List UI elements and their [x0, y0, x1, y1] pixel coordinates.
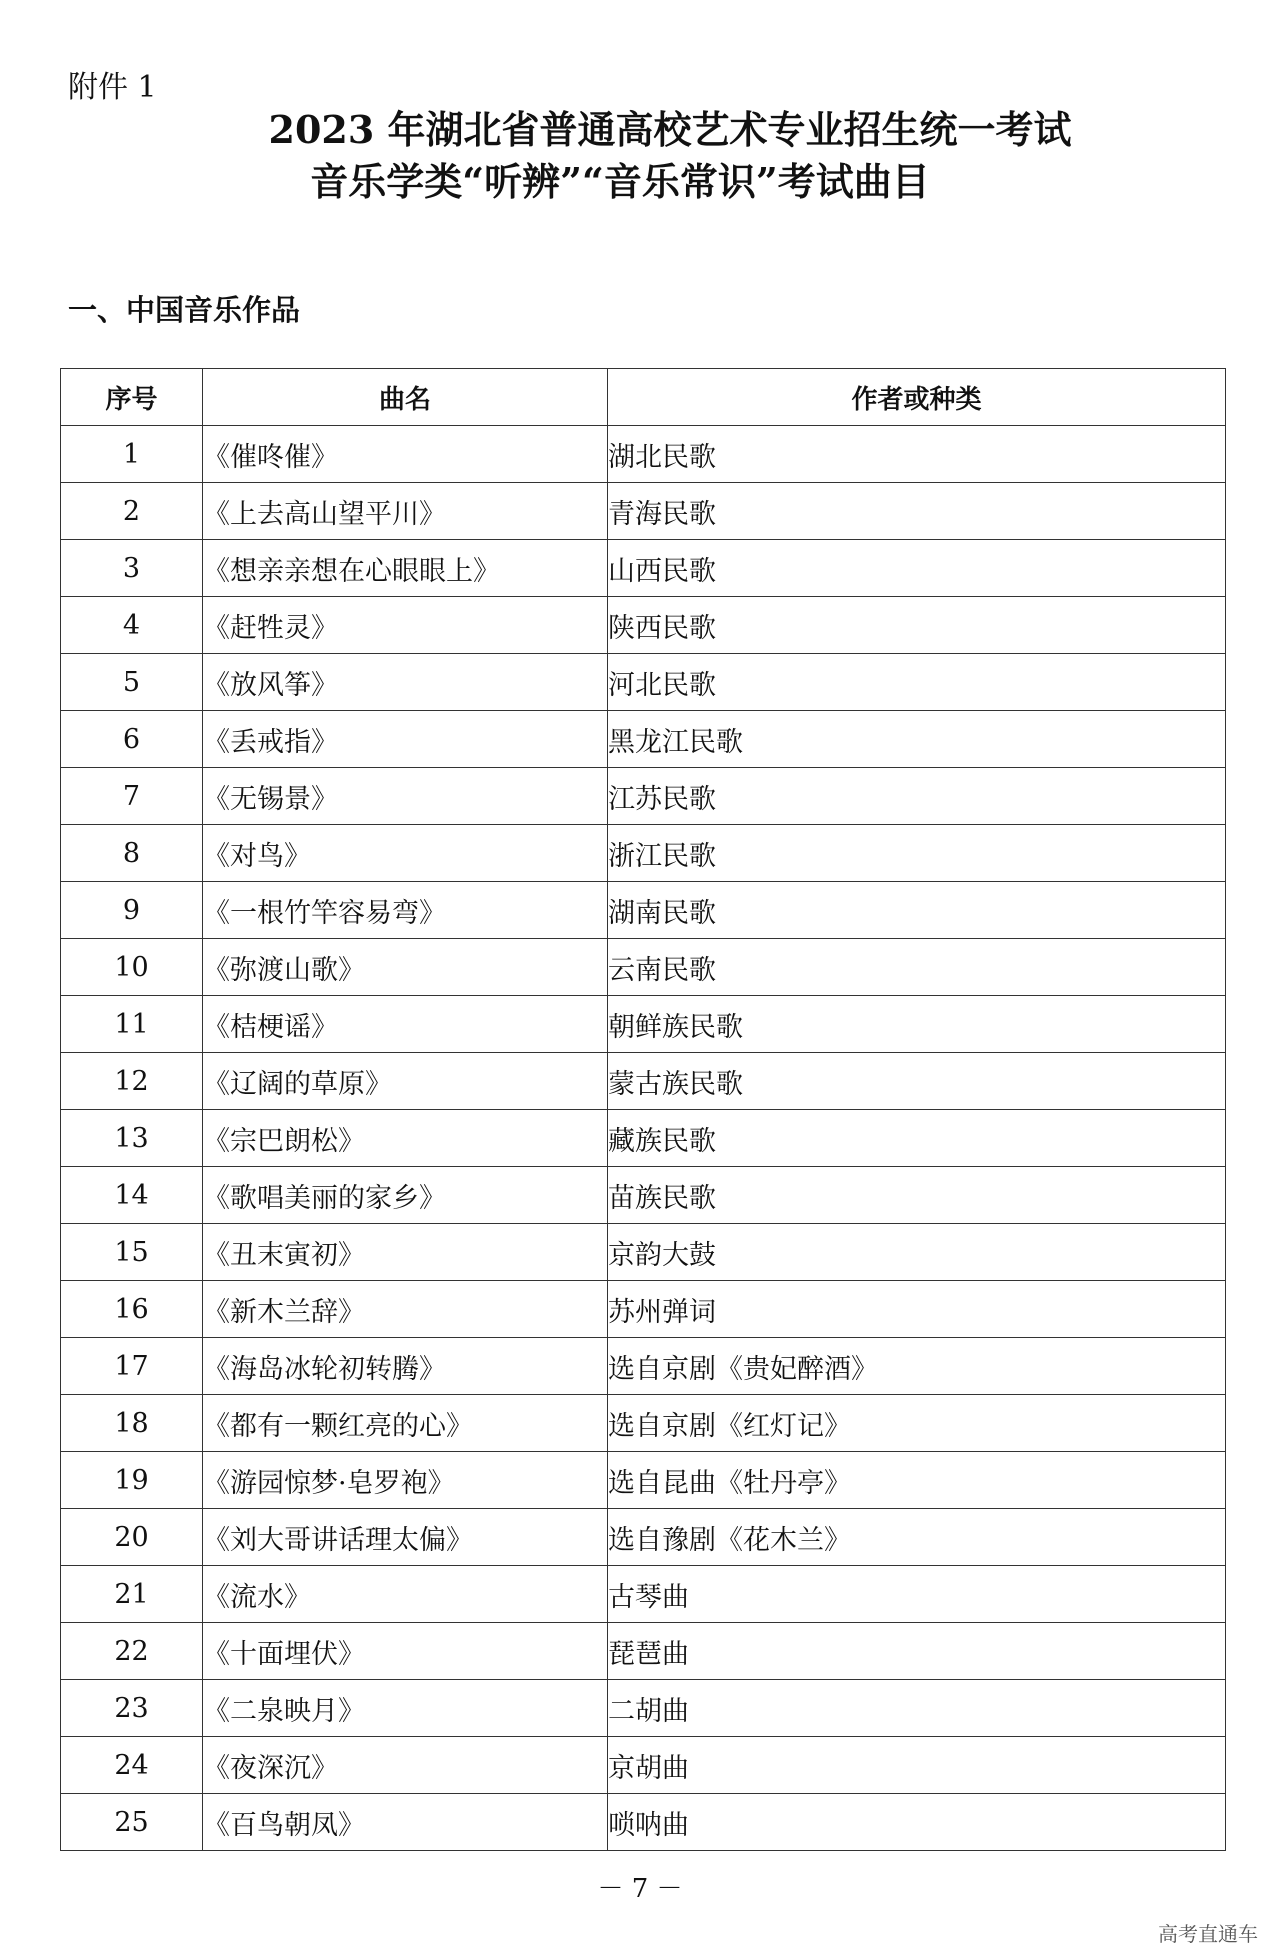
song-title: 《宗巴朗松》 [203, 1110, 608, 1167]
author-or-type: 选自豫剧《花木兰》 [608, 1509, 1226, 1566]
song-title: 《丑末寅初》 [203, 1224, 608, 1281]
section-heading: 一、中国音乐作品 [68, 293, 301, 327]
table-row [61, 597, 1226, 654]
row-number: 7 [61, 768, 203, 825]
table-row [61, 825, 1226, 882]
table-row [61, 1110, 1226, 1167]
row-number: 23 [61, 1680, 203, 1737]
song-title: 《夜深沉》 [203, 1737, 608, 1794]
author-or-type: 唢呐曲 [608, 1794, 1226, 1851]
song-title: 《都有一颗红亮的心》 [203, 1395, 608, 1452]
row-number: 10 [61, 939, 203, 996]
table-row [61, 939, 1226, 996]
row-number: 24 [61, 1737, 203, 1794]
author-or-type: 选自昆曲《牡丹亭》 [608, 1452, 1226, 1509]
author-or-type: 苗族民歌 [608, 1167, 1226, 1224]
row-number: 16 [61, 1281, 203, 1338]
table-row [61, 1737, 1226, 1794]
song-title: 《游园惊梦·皂罗袍》 [203, 1452, 608, 1509]
song-title: 《弥渡山歌》 [203, 939, 608, 996]
song-title: 《想亲亲想在心眼眼上》 [203, 540, 608, 597]
table-body [61, 426, 1226, 1851]
row-number: 11 [61, 996, 203, 1053]
table-row [61, 711, 1226, 768]
author-or-type: 河北民歌 [608, 654, 1226, 711]
header-title: 曲名 [203, 369, 608, 426]
song-title: 《歌唱美丽的家乡》 [203, 1167, 608, 1224]
table-row [61, 1794, 1226, 1851]
document-title [0, 104, 1280, 208]
author-or-type: 朝鲜族民歌 [608, 996, 1226, 1053]
row-number: 21 [61, 1566, 203, 1623]
table-row [61, 540, 1226, 597]
song-title: 《丢戒指》 [203, 711, 608, 768]
song-title: 《对鸟》 [203, 825, 608, 882]
author-or-type: 选自京剧《贵妃醉酒》 [608, 1338, 1226, 1395]
song-title: 《流水》 [203, 1566, 608, 1623]
row-number: 8 [61, 825, 203, 882]
table-row [61, 1053, 1226, 1110]
song-title: 《新木兰辞》 [203, 1281, 608, 1338]
row-number: 12 [61, 1053, 203, 1110]
row-number: 25 [61, 1794, 203, 1851]
author-or-type: 江苏民歌 [608, 768, 1226, 825]
row-number: 22 [61, 1623, 203, 1680]
author-or-type: 选自京剧《红灯记》 [608, 1395, 1226, 1452]
song-title: 《催咚催》 [203, 426, 608, 483]
row-number: 17 [61, 1338, 203, 1395]
table-row [61, 1281, 1226, 1338]
row-number: 20 [61, 1509, 203, 1566]
table-row [61, 1395, 1226, 1452]
author-or-type: 琵琶曲 [608, 1623, 1226, 1680]
table-row [61, 996, 1226, 1053]
author-or-type: 青海民歌 [608, 483, 1226, 540]
row-number: 4 [61, 597, 203, 654]
table-row [61, 654, 1226, 711]
table-row [61, 1623, 1226, 1680]
row-number: 14 [61, 1167, 203, 1224]
author-or-type: 陕西民歌 [608, 597, 1226, 654]
author-or-type: 浙江民歌 [608, 825, 1226, 882]
row-number: 9 [61, 882, 203, 939]
table-row [61, 768, 1226, 825]
table-row [61, 426, 1226, 483]
table-row [61, 1680, 1226, 1737]
author-or-type: 二胡曲 [608, 1680, 1226, 1737]
table-row [61, 1338, 1226, 1395]
author-or-type: 藏族民歌 [608, 1110, 1226, 1167]
header-author-or-type: 作者或种类 [608, 369, 1226, 426]
song-title: 《十面埋伏》 [203, 1623, 608, 1680]
song-title: 《二泉映月》 [203, 1680, 608, 1737]
row-number: 18 [61, 1395, 203, 1452]
table-row [61, 483, 1226, 540]
song-title: 《海岛冰轮初转腾》 [203, 1338, 608, 1395]
row-number: 13 [61, 1110, 203, 1167]
row-number: 5 [61, 654, 203, 711]
table-row [61, 1566, 1226, 1623]
song-title: 《桔梗谣》 [203, 996, 608, 1053]
song-title: 《无锡景》 [203, 768, 608, 825]
author-or-type: 京韵大鼓 [608, 1224, 1226, 1281]
table-header-row [61, 369, 1226, 426]
row-number: 3 [61, 540, 203, 597]
song-title: 《一根竹竿容易弯》 [203, 882, 608, 939]
title-line-1: 2023 年湖北省普通高校艺术专业招生统一考试 [268, 107, 1072, 152]
song-title: 《辽阔的草原》 [203, 1053, 608, 1110]
table-row [61, 1452, 1226, 1509]
page-number: － 7 － [597, 1874, 683, 1904]
header-number: 序号 [61, 369, 203, 426]
music-works-table [60, 368, 1226, 1851]
song-title: 《放风筝》 [203, 654, 608, 711]
author-or-type: 黑龙江民歌 [608, 711, 1226, 768]
row-number: 6 [61, 711, 203, 768]
row-number: 1 [61, 426, 203, 483]
table-row [61, 1167, 1226, 1224]
row-number: 2 [61, 483, 203, 540]
author-or-type: 苏州弹词 [608, 1281, 1226, 1338]
author-or-type: 蒙古族民歌 [608, 1053, 1226, 1110]
author-or-type: 京胡曲 [608, 1737, 1226, 1794]
song-title: 《百鸟朝凤》 [203, 1794, 608, 1851]
song-title: 《刘大哥讲话理太偏》 [203, 1509, 608, 1566]
table-row [61, 1509, 1226, 1566]
author-or-type: 山西民歌 [608, 540, 1226, 597]
attachment-label: 附件 1 [68, 70, 157, 105]
table-row [61, 882, 1226, 939]
author-or-type: 湖南民歌 [608, 882, 1226, 939]
author-or-type: 古琴曲 [608, 1566, 1226, 1623]
author-or-type: 湖北民歌 [608, 426, 1226, 483]
author-or-type: 云南民歌 [608, 939, 1226, 996]
row-number: 15 [61, 1224, 203, 1281]
watermark: 高考直通车 [1158, 1922, 1258, 1946]
row-number: 19 [61, 1452, 203, 1509]
title-line-2: 音乐学类“听辨”“音乐常识”考试曲目 [310, 159, 930, 204]
song-title: 《上去高山望平川》 [203, 483, 608, 540]
song-title: 《赶牲灵》 [203, 597, 608, 654]
table-row [61, 1224, 1226, 1281]
